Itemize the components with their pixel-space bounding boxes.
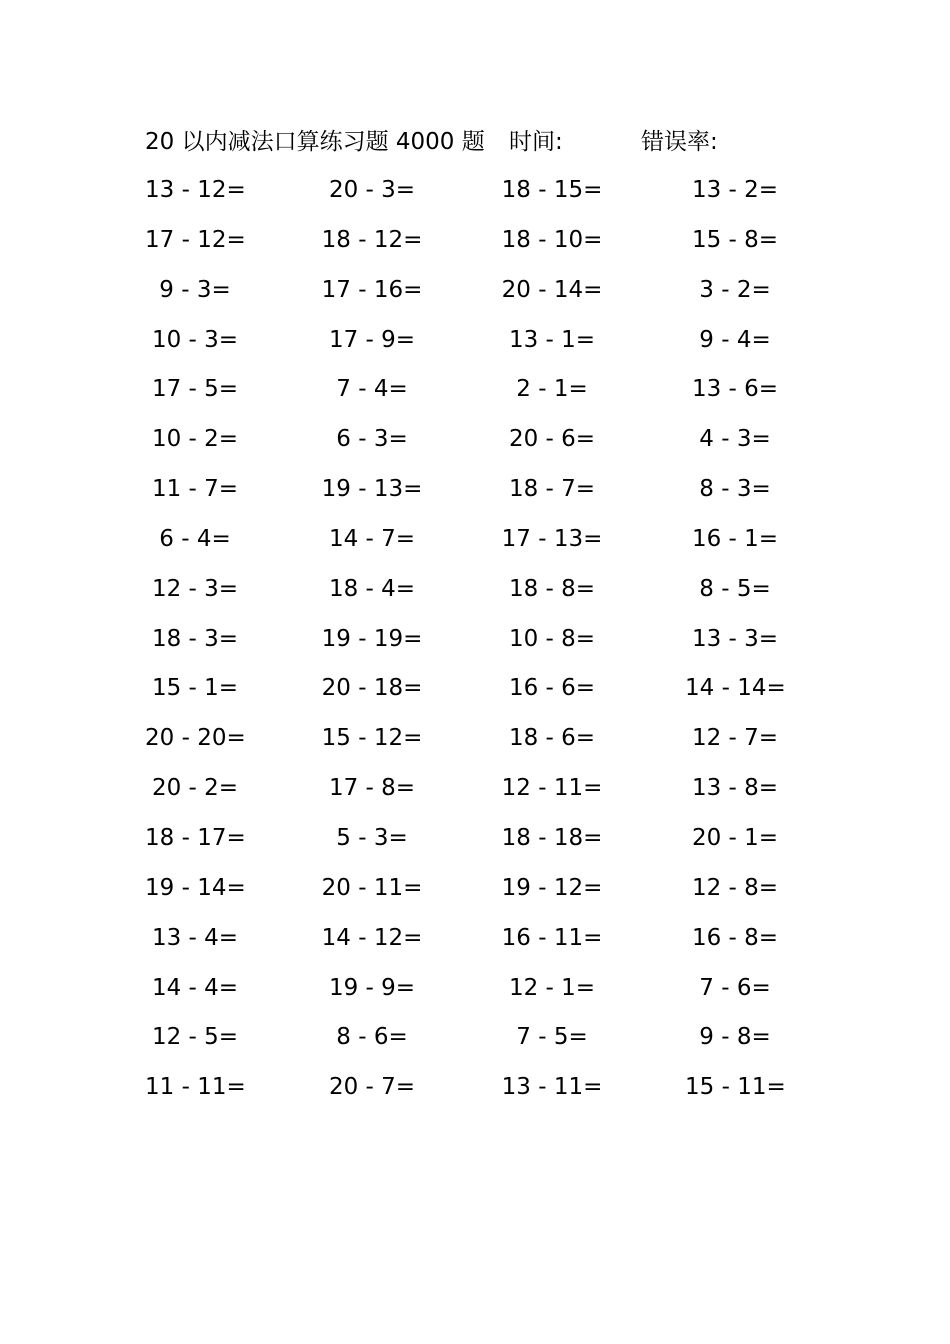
problem-cell — [320, 324, 424, 356]
problem-cell — [500, 224, 604, 256]
problem-text: 20 - 18= — [321, 675, 423, 702]
problem-row — [0, 373, 950, 423]
problem-cell — [145, 822, 245, 854]
problem-text: 17 - 5= — [151, 376, 239, 403]
problem-row — [0, 1071, 950, 1121]
problem-text: 13 - 2= — [691, 177, 779, 203]
problem-text: 18 - 10= — [501, 226, 603, 253]
problem-cell — [320, 623, 424, 655]
problem-cell — [145, 1071, 245, 1103]
problem-row — [0, 722, 950, 772]
problem-text: 7 - 5= — [516, 1024, 588, 1051]
problem-cell — [685, 772, 785, 804]
problem-grid — [0, 174, 950, 1121]
problem-text: 16 - 6= — [508, 675, 596, 702]
problem-text: 18 - 18= — [501, 824, 603, 851]
problem-text: 20 - 7= — [328, 1074, 416, 1101]
problem-cell — [685, 722, 785, 754]
problem-text: 13 - 3= — [691, 625, 779, 652]
problem-text: 15 - 1= — [151, 675, 239, 702]
problem-cell — [145, 972, 245, 1004]
problem-text: 14 - 4= — [151, 974, 239, 1001]
problem-cell — [145, 423, 245, 455]
problem-cell — [685, 1071, 785, 1103]
problem-text: 17 - 8= — [328, 775, 416, 802]
problem-text: 9 - 3= — [159, 276, 231, 303]
problem-text: 11 - 11= — [145, 1074, 246, 1101]
error-rate-label: 错误率: — [641, 129, 718, 155]
problem-cell — [500, 672, 604, 704]
problem-text: 14 - 12= — [321, 924, 423, 951]
problem-text: 16 - 11= — [501, 924, 603, 951]
problem-cell — [500, 623, 604, 655]
problem-text: 20 - 1= — [691, 824, 779, 851]
problem-cell — [320, 423, 424, 455]
problem-text: 19 - 9= — [328, 974, 416, 1001]
problem-cell — [145, 523, 245, 555]
problem-text: 12 - 3= — [151, 575, 239, 602]
problem-text: 20 - 6= — [508, 426, 596, 453]
problem-text: 10 - 8= — [508, 625, 596, 652]
problem-cell — [145, 623, 245, 655]
problem-cell — [685, 1021, 785, 1053]
problem-text: 9 - 4= — [699, 326, 771, 353]
problem-text: 14 - 7= — [328, 525, 416, 552]
problem-text: 7 - 4= — [336, 376, 408, 403]
problem-text: 13 - 4= — [151, 924, 239, 951]
problem-cell — [145, 373, 245, 405]
problem-cell — [685, 822, 785, 854]
problem-cell — [685, 274, 785, 306]
problem-cell — [145, 772, 245, 804]
problem-row — [0, 822, 950, 872]
problem-text: 4 - 3= — [699, 426, 771, 453]
problem-text: 18 - 4= — [328, 575, 416, 602]
problem-cell — [320, 922, 424, 954]
problem-cell — [145, 473, 245, 505]
problem-cell — [320, 224, 424, 256]
problem-row — [0, 224, 950, 274]
problem-cell — [320, 772, 424, 804]
problem-text: 8 - 5= — [699, 575, 771, 602]
problem-cell — [685, 872, 785, 904]
problem-row — [0, 274, 950, 324]
problem-row — [0, 872, 950, 922]
problem-text: 20 - 11= — [321, 874, 423, 901]
problem-text: 6 - 3= — [336, 426, 408, 453]
problem-cell — [500, 822, 604, 854]
problem-text: 8 - 6= — [336, 1024, 408, 1051]
problem-cell — [145, 224, 245, 256]
problem-cell — [145, 922, 245, 954]
problem-text: 18 - 17= — [145, 824, 246, 851]
problem-text: 6 - 4= — [159, 525, 231, 552]
problem-text: 14 - 14= — [685, 675, 786, 702]
problem-text: 12 - 7= — [691, 725, 779, 752]
problem-text: 20 - 2= — [151, 775, 239, 802]
problem-cell — [500, 772, 604, 804]
problem-cell — [500, 1021, 604, 1053]
problem-row — [0, 573, 950, 623]
problem-cell — [320, 274, 424, 306]
problem-cell — [685, 573, 785, 605]
problem-text: 19 - 12= — [501, 874, 603, 901]
problem-cell — [500, 972, 604, 1004]
problem-text: 19 - 13= — [321, 476, 423, 503]
problem-text: 10 - 3= — [151, 326, 239, 353]
problem-cell — [320, 822, 424, 854]
problem-text: 13 - 6= — [691, 376, 779, 403]
problem-row — [0, 1021, 950, 1071]
problem-cell — [145, 872, 245, 904]
problem-text: 20 - 20= — [145, 725, 246, 752]
problem-text: 12 - 8= — [691, 874, 779, 901]
problem-text: 20 - 3= — [328, 177, 416, 203]
problem-cell — [320, 722, 424, 754]
problem-cell — [500, 523, 604, 555]
problem-text: 2 - 1= — [516, 376, 588, 403]
problem-cell — [145, 672, 245, 704]
problem-text: 18 - 7= — [508, 476, 596, 503]
problem-cell — [145, 324, 245, 356]
problem-cell — [320, 972, 424, 1004]
problem-row — [0, 324, 950, 374]
problem-text: 3 - 2= — [699, 276, 771, 303]
problem-text: 10 - 2= — [151, 426, 239, 453]
problem-row — [0, 972, 950, 1022]
problem-text: 16 - 8= — [691, 924, 779, 951]
problem-text: 20 - 14= — [501, 276, 603, 303]
problem-cell — [685, 324, 785, 356]
problem-row — [0, 672, 950, 722]
problem-cell — [145, 722, 245, 754]
page-title: 20 以内减法口算练习题 4000 题 — [145, 129, 485, 155]
problem-text: 12 - 1= — [508, 974, 596, 1001]
problem-cell — [500, 174, 604, 206]
problem-cell — [320, 523, 424, 555]
problem-text: 18 - 12= — [321, 226, 423, 253]
problem-text: 17 - 9= — [328, 326, 416, 353]
problem-cell — [145, 174, 245, 206]
problem-text: 15 - 8= — [691, 226, 779, 253]
problem-cell — [500, 573, 604, 605]
problem-cell — [685, 423, 785, 455]
problem-text: 9 - 8= — [699, 1024, 771, 1051]
problem-text: 17 - 13= — [501, 525, 603, 552]
problem-text: 13 - 11= — [501, 1074, 603, 1101]
time-label: 时间: — [509, 129, 563, 155]
problem-cell — [320, 1071, 424, 1103]
problem-cell — [320, 672, 424, 704]
problem-cell — [685, 523, 785, 555]
problem-cell — [320, 373, 424, 405]
problem-cell — [320, 174, 424, 206]
problem-cell — [685, 473, 785, 505]
problem-cell — [145, 573, 245, 605]
problem-text: 18 - 8= — [508, 575, 596, 602]
problem-text: 12 - 11= — [501, 775, 603, 802]
problem-cell — [145, 274, 245, 306]
problem-cell — [320, 872, 424, 904]
problem-cell — [500, 423, 604, 455]
problem-row — [0, 772, 950, 822]
problem-cell — [500, 274, 604, 306]
problem-text: 11 - 7= — [151, 476, 239, 503]
problem-text: 16 - 1= — [691, 525, 779, 552]
problem-text: 12 - 5= — [151, 1024, 239, 1051]
problem-text: 17 - 12= — [145, 226, 246, 253]
problem-row — [0, 423, 950, 473]
problem-row — [0, 623, 950, 673]
problem-cell — [500, 324, 604, 356]
problem-text: 18 - 6= — [508, 725, 596, 752]
problem-text: 15 - 12= — [321, 725, 423, 752]
problem-cell — [685, 672, 785, 704]
problem-text: 18 - 3= — [151, 625, 239, 652]
problem-cell — [500, 872, 604, 904]
problem-cell — [500, 722, 604, 754]
problem-cell — [685, 224, 785, 256]
problem-text: 19 - 19= — [321, 625, 423, 652]
problem-cell — [320, 1021, 424, 1053]
problem-text: 5 - 3= — [336, 824, 408, 851]
problem-row — [0, 523, 950, 573]
problem-cell — [320, 473, 424, 505]
problem-cell — [500, 473, 604, 505]
problem-cell — [685, 922, 785, 954]
problem-row — [0, 174, 950, 224]
problem-text: 7 - 6= — [699, 974, 771, 1001]
problem-text: 13 - 12= — [145, 177, 246, 203]
problem-text: 17 - 16= — [321, 276, 423, 303]
problem-cell — [320, 573, 424, 605]
problem-text: 19 - 14= — [145, 874, 246, 901]
problem-text: 18 - 15= — [501, 177, 603, 203]
problem-cell — [685, 623, 785, 655]
problem-row — [0, 473, 950, 523]
problem-text: 8 - 3= — [699, 476, 771, 503]
problem-text: 13 - 8= — [691, 775, 779, 802]
problem-text: 15 - 11= — [685, 1074, 786, 1101]
problem-cell — [685, 174, 785, 206]
problem-cell — [145, 1021, 245, 1053]
problem-cell — [500, 922, 604, 954]
problem-cell — [685, 972, 785, 1004]
problem-text: 13 - 1= — [508, 326, 596, 353]
problem-row — [0, 922, 950, 972]
problem-cell — [500, 1071, 604, 1103]
problem-cell — [685, 373, 785, 405]
problem-cell — [500, 373, 604, 405]
